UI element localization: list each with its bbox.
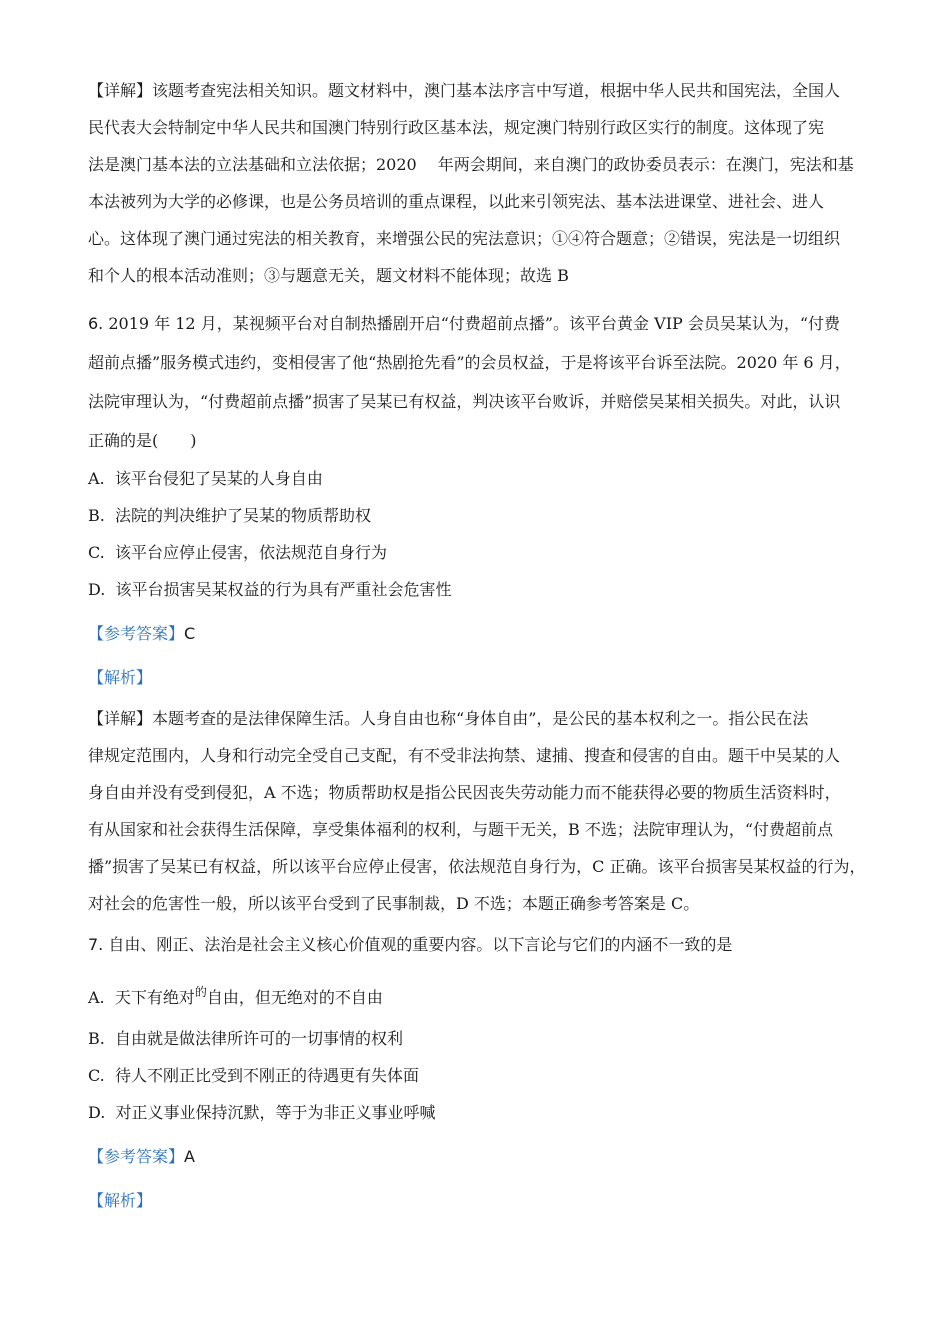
detail-tag: 【详解】 xyxy=(88,81,153,100)
q7-analysis-tag: 【解析】 xyxy=(88,1191,153,1210)
q6-analysis-tag: 【解析】 xyxy=(88,668,153,687)
q6-option-a: A. 该平台侵犯了吴某的人身自由 xyxy=(88,469,323,488)
q7-option-c: C. 待人不刚正比受到不刚正的待遇更有失体面 xyxy=(88,1066,419,1085)
q6-detail-line-4: 有从国家和社会获得生活保障，享受集体福利的权利，与题干无关，B 不选；法院审理认为，“付费超前点 xyxy=(88,820,834,839)
answer-value: A xyxy=(184,1147,195,1166)
q7-option-d: D. 对正义事业保持沉默，等于为非正义事业呼喊 xyxy=(88,1103,436,1122)
q6-stem-line-4: 正确的是( ) xyxy=(88,431,197,450)
answer-tag: 【参考答案】 xyxy=(88,624,185,643)
q7-option-b: B. 自由就是做法律所许可的一切事情的权利 xyxy=(88,1029,404,1048)
q6-detail-line-3: 身自由并没有受到侵犯，A 不选；物质帮助权是指公民因丧失劳动能力而不能获得必要的物质生活资料时， xyxy=(88,783,841,802)
prev-detail-line-3: 法是澳门基本法的立法基础和立法依据；2020 年两会期间，来自澳门的政协委员表示：在澳门，宪法和基 xyxy=(88,155,854,174)
q6-stem-line-3: 法院审理认为，“付费超前点播”损害了吴某已有权益，判决该平台败诉，并赔偿吴某相关损失。对此，认识 xyxy=(88,392,841,411)
q6-detail-line-6: 对社会的危害性一般，所以该平台受到了民事制裁，D 不选；本题正确参考答案是 C。 xyxy=(88,894,700,913)
q6-option-b: B. 法院的判决维护了吴某的物质帮助权 xyxy=(88,506,372,525)
answer-value: C xyxy=(184,624,196,643)
q6-stem-line-1: 6. 2019 年 12 月，某视频平台对自制热播剧开启“付费超前点播”。该平台黄金 VIP 会员吴某认为，“付费 xyxy=(88,314,841,333)
prev-detail-line-4: 本法被列为大学的必修课，也是公务员培训的重点课程，以此来引领宪法、基本法进课堂、进社会、进人 xyxy=(88,192,825,211)
q6-stem-line-2: 超前点播”服务模式违约，变相侵害了他“热剧抢先看”的会员权益，于是将该平台诉至法院。2020 年 6 月， xyxy=(88,353,851,372)
q7-number: 7. xyxy=(88,935,104,954)
q7-answer xyxy=(88,1138,878,1175)
q6-detail-line-1: 【详解】本题考查的是法律保障生活。人身自由也称“身体自由”，是公民的基本权利之一。指公民在法 xyxy=(88,709,809,728)
q7-option-a: A. 天下有绝对$^的$自由，但无绝对的不自由 xyxy=(88,985,383,1007)
q7-stem: 7. 自由、刚正、法治是社会主义核心价值观的重要内容。以下言论与它们的内涵不一致的是 xyxy=(88,935,733,954)
prev-detail-line-2: 民代表大会特制定中华人民共和国澳门特别行政区基本法，规定澳门特别行政区实行的制度。这体现了宪 xyxy=(88,118,825,137)
detail-tag: 【详解】 xyxy=(88,709,153,728)
q6-detail-line-2: 律规定范围内，人身和行动完全受自己支配，有不受非法拘禁、逮捕、搜查和侵害的自由。题干中吴某的人 xyxy=(88,746,841,765)
q6-number: 6. xyxy=(88,314,104,333)
answer-tag: 【参考答案】 xyxy=(88,1147,185,1166)
q6-option-d: D. 该平台损害吴某权益的行为具有严重社会危害性 xyxy=(88,580,452,599)
prev-detail-line-6: 和个人的根本活动准则；③与题意无关，题文材料不能体现；故选 B xyxy=(88,266,569,285)
prev-detail-line-1: 【详解】该题考查宪法相关知识。题文材料中，澳门基本法序言中写道，根据中华人民共和国宪法，全国人 xyxy=(88,81,841,100)
q6-answer xyxy=(88,615,878,652)
q6-option-c: C. 该平台应停止侵害，依法规范自身行为 xyxy=(88,543,387,562)
prev-detail-line-5: 心。这体现了澳门通过宪法的相关教育，来增强公民的宪法意识；①④符合题意；②错误，宪法是一切组织 xyxy=(88,229,841,248)
q6-detail-line-5: 播”损害了吴某已有权益，所以该平台应停止侵害，依法规范自身行为，C 正确。该平台损害吴某权益的行为， xyxy=(88,857,866,876)
